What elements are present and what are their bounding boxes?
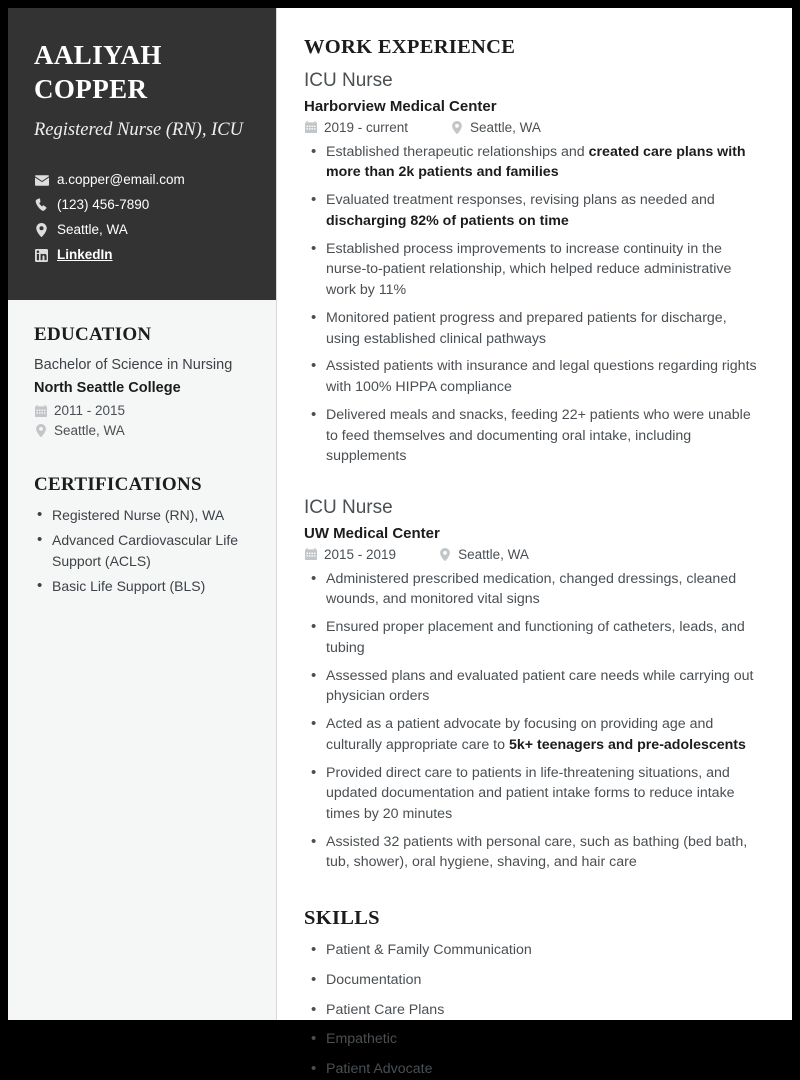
job-entry (304, 69, 762, 467)
calendar-icon (34, 405, 47, 417)
list-item: • Empathetic (304, 1029, 762, 1050)
list-item: • Advanced Cardiovascular Life Support (ACLS) (34, 530, 250, 571)
spacer (34, 438, 250, 474)
contact-phone[interactable] (34, 195, 250, 216)
calendar-icon (304, 548, 317, 560)
skills-section (304, 907, 762, 1080)
sidebar-body (8, 300, 276, 596)
contact-phone-label: (123) 456-7890 (57, 197, 150, 212)
list-item: • Administered prescribed medication, changed dressings, cleaned wounds, and monitored vital signs (304, 569, 762, 610)
job-dates: 2015 - 2019 (324, 546, 397, 562)
list-item: • Patient Advocate (304, 1059, 762, 1080)
contact-email[interactable] (34, 170, 250, 191)
list-item: • Provided direct care to patients in life-threatening situations, and updated documentation and patient intake forms to reduce intake times by 20 minutes (304, 763, 762, 825)
education-school: North Seattle College (34, 379, 181, 396)
certifications-heading: CERTIFICATIONS (34, 474, 202, 496)
sidebar (8, 8, 277, 1020)
location-pin-icon (34, 424, 47, 437)
job-bullet-list (304, 142, 762, 467)
location-pin-icon (438, 548, 451, 561)
job-role: ICU Nurse (304, 496, 393, 518)
job-bullet-list (304, 569, 762, 874)
list-item: • Basic Life Support (BLS) (34, 576, 250, 596)
job-location-row (438, 547, 529, 562)
list-item: • Documentation (304, 970, 762, 991)
main-column (277, 8, 792, 1078)
education-location: Seattle, WA (54, 423, 125, 439)
list-item: • Monitored patient progress and prepared patients for discharge, using established clinical pathways (304, 308, 762, 349)
job-location: Seattle, WA (470, 119, 541, 135)
skills-heading: SKILLS (304, 907, 380, 930)
education-dates-row (34, 403, 250, 418)
contact-location (34, 220, 250, 241)
contact-linkedin[interactable] (34, 245, 250, 266)
list-item: • Patient & Family Communication (304, 940, 762, 961)
location-pin-icon (450, 121, 463, 134)
education-dates: 2011 - 2015 (54, 403, 126, 419)
job-dates: 2019 - current (324, 119, 409, 135)
education-location-row (34, 423, 250, 438)
contact-location-label: Seattle, WA (57, 221, 128, 237)
list-item: • Acted as a patient advocate by focusing on providing age and culturally appropriate care to 5k+ teenagers and pre-adolescents (304, 714, 762, 755)
sidebar-header (8, 8, 276, 300)
contact-linkedin-label[interactable]: LinkedIn (57, 246, 113, 262)
job-dates-row (304, 547, 396, 562)
list-item: • Ensured proper placement and functioning of catheters, leads, and tubing (304, 617, 762, 658)
list-item: • Assisted patients with insurance and legal questions regarding rights with 100% HIPPA compliance (304, 356, 762, 397)
headline-job-title: Registered Nurse (RN), ICU (34, 120, 243, 141)
envelope-icon (34, 175, 49, 186)
work-experience-heading: WORK EXPERIENCE (304, 36, 516, 58)
education-section (34, 324, 250, 438)
list-item: • Assessed plans and evaluated patient care needs while carrying out physician orders (304, 666, 762, 707)
list-item: • Evaluated treatment responses, revising plans as needed and discharging 82% of patients on time (304, 190, 762, 231)
job-location-row (450, 120, 541, 135)
list-item: • Delivered meals and snacks, feeding 22+ patients who were unable to feed themselves and documenting oral intake, including supplements (304, 405, 762, 467)
list-item: • Established therapeutic relationships and created care plans with more than 2k patients and families (304, 142, 762, 183)
calendar-icon (304, 121, 317, 133)
job-role: ICU Nurse (304, 70, 393, 91)
spacer (304, 880, 762, 907)
skills-list (304, 940, 762, 1080)
resume-page (8, 8, 792, 1078)
certifications-list (34, 505, 250, 596)
education-heading: EDUCATION (34, 324, 152, 345)
spacer (304, 474, 762, 496)
job-entry (304, 496, 762, 873)
list-item: • Patient Care Plans (304, 1000, 762, 1021)
name-line-2: COPPER (34, 74, 148, 105)
certifications-section (34, 474, 250, 596)
job-location: Seattle, WA (458, 546, 529, 562)
list-item: • Assisted 32 patients with personal care, such as bathing (bed bath, tub, shower), oral hygiene, shaving, and hair care (304, 832, 762, 873)
job-dates-row (304, 120, 408, 135)
job-company: Harborview Medical Center (304, 97, 497, 115)
job-meta (304, 547, 762, 562)
linkedin-icon (34, 249, 49, 262)
job-meta (304, 120, 762, 135)
contact-list (34, 170, 250, 266)
name-line-1: AALIYAH (34, 40, 162, 70)
contact-email-label: a.copper@email.com (57, 172, 185, 188)
education-degree: Bachelor of Science in Nursing (34, 357, 233, 373)
page-title (34, 38, 250, 106)
phone-icon (34, 198, 49, 212)
list-item: • Registered Nurse (RN), WA (34, 505, 250, 525)
job-company: UW Medical Center (304, 524, 440, 542)
location-pin-icon (34, 223, 49, 237)
list-item: • Established process improvements to increase continuity in the nurse-to-patient relationship, which helped reduce administrative work by 11% (304, 239, 762, 301)
